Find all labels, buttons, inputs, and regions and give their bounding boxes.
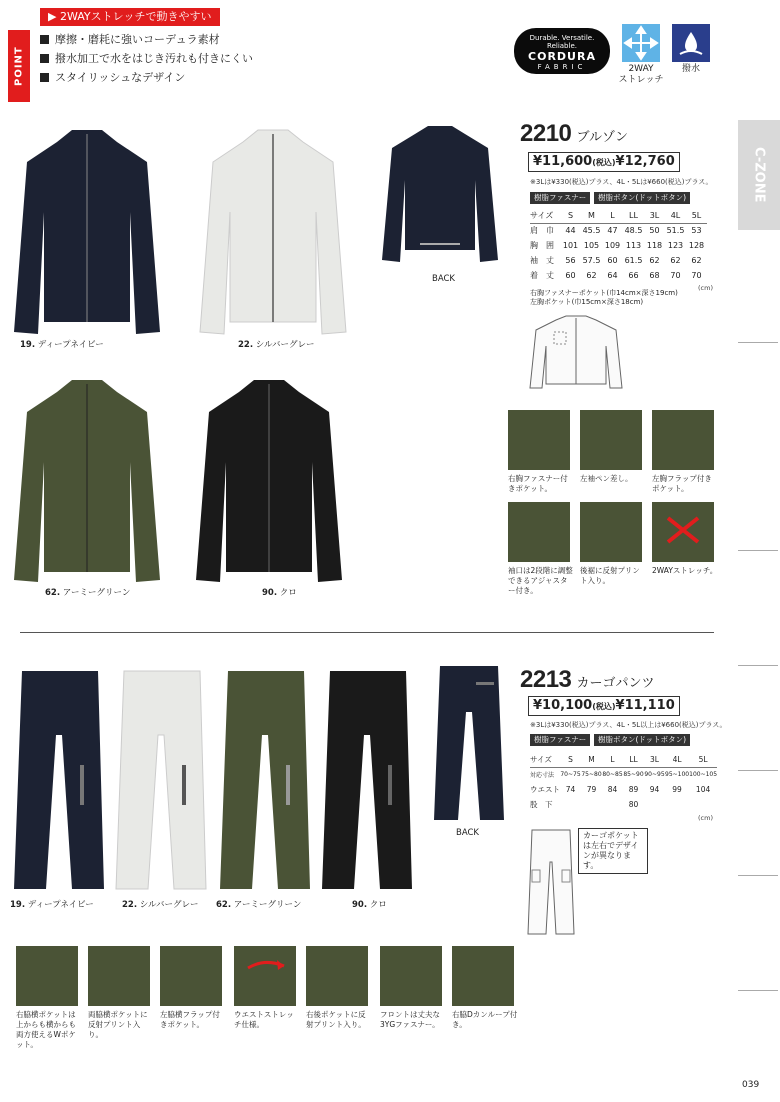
- pants-back-image: [432, 662, 508, 824]
- divider: [738, 990, 778, 991]
- detail-photo: [508, 410, 570, 470]
- detail-caption: 左胸フラップ付きポケット。: [652, 474, 712, 493]
- jacket-black-image: [194, 372, 344, 590]
- point-bullet: 撥水加工で水をはじき汚れも付きにくい: [40, 52, 253, 66]
- color-caption: 19. ディープネイビー: [10, 900, 94, 910]
- point-tab: POINT: [8, 30, 30, 102]
- jacket-navy-image: [12, 122, 162, 342]
- divider: [738, 665, 778, 666]
- detail-caption: 左脇横フラップ付きポケット。: [160, 1010, 220, 1029]
- detail-photo: [306, 946, 368, 1006]
- pants-title: 2213 カーゴパンツ: [520, 666, 655, 693]
- jacket-tag: 樹脂ファスナー: [530, 192, 590, 204]
- detail-photo: [580, 502, 642, 562]
- divider: [738, 342, 778, 343]
- detail-photo: [452, 946, 514, 1006]
- cordura-logo: Durable. Versatile. Reliable. CORDURA FABRIC: [514, 28, 610, 74]
- pocket-note: 右胸ファスナーポケット(巾14cm×深さ19cm): [530, 289, 678, 297]
- water-label: 撥水: [681, 64, 700, 74]
- jacket-back-image: [380, 120, 500, 270]
- pants-size-table: サイズ S M L LL 3L 4L 5L 対応寸法 70~75 75~80 80~85 85~90 90~95 95~100 100~105 ウエスト 74 79 84 89 94 99 104 股 下 80: [530, 752, 717, 812]
- jacket-size-table: サイズ S M L LL 3L 4L 5L 肩 巾 44 45.5 47 48.5 50 51.5 53 胸 囲 101 105 109 113 118 123 128 袖 丈 56 57.5 60 61.5 62 62 62 着 丈 60 62 64 66 68 70 70: [530, 208, 707, 283]
- detail-caption: 右脇Dカンループ付き。: [452, 1010, 518, 1029]
- detail-photo: [652, 502, 714, 562]
- detail-caption: 右後ポケットに反射プリント入り。: [306, 1010, 366, 1029]
- pants-black-image: [318, 665, 418, 895]
- pants-price: ¥10,100(税込)¥11,110: [528, 696, 680, 716]
- color-caption: 90. クロ: [352, 900, 387, 910]
- divider: [738, 770, 778, 771]
- water-repellent-icon: [672, 24, 710, 62]
- color-caption: 62. アーミーグリーン: [216, 900, 302, 910]
- divider: [738, 550, 778, 551]
- pocket-note: 左胸ポケット(巾15cm×深さ18cm): [530, 298, 644, 306]
- section-divider: [20, 632, 714, 633]
- detail-caption: 2WAYストレッチ。: [652, 566, 718, 575]
- detail-photo: [652, 410, 714, 470]
- back-label: BACK: [432, 274, 456, 284]
- jacket-flat-drawing: [526, 312, 626, 392]
- point-bullet: 摩擦・磨耗に強いコーデュラ素材: [40, 33, 220, 47]
- color-caption: 19. ディープネイビー: [20, 340, 104, 350]
- back-label: BACK: [456, 828, 480, 838]
- cargo-pocket-callout: カーゴポケットは左右でデザインが異なります。: [578, 828, 648, 874]
- jacket-title: 2210 ブルゾン: [520, 120, 628, 147]
- detail-photo: [88, 946, 150, 1006]
- stretch-label: 2WAY ストレッチ: [618, 64, 664, 85]
- stretch-arrow-icon: [234, 946, 296, 1006]
- jacket-price: ¥11,600(税込)¥12,760: [528, 152, 680, 172]
- detail-caption: 右脇横ポケットは上からも横からも両方使えるWポケット。: [16, 1010, 76, 1049]
- divider: [738, 875, 778, 876]
- detail-photo: [380, 946, 442, 1006]
- detail-photo: [580, 410, 642, 470]
- stretch-arrows-icon: [652, 502, 714, 562]
- stretch-icon: [622, 24, 660, 62]
- color-caption: 62. アーミーグリーン: [45, 588, 131, 598]
- jacket-green-image: [12, 372, 162, 590]
- pants-flat-drawing: [526, 826, 576, 938]
- category-side-tab: C-ZONE: [738, 120, 780, 230]
- point-headline: ▶ 2WAYストレッチで動きやすい: [40, 8, 220, 26]
- color-caption: 90. クロ: [262, 588, 297, 598]
- page-number: 039: [742, 1080, 760, 1090]
- pants-price-note: ※3Lは¥330(税込)プラス、4L・5L以上は¥660(税込)プラス。: [530, 721, 727, 729]
- detail-caption: 袖口は2段階に調整できるアジャスター付き。: [508, 566, 573, 595]
- detail-photo: [160, 946, 222, 1006]
- pants-navy-image: [10, 665, 110, 895]
- detail-photo: [16, 946, 78, 1006]
- jacket-price-note: ※3Lは¥330(税込)プラス、4L・5Lは¥660(税込)プラス。: [530, 178, 713, 186]
- color-caption: 22. シルバーグレー: [238, 340, 315, 350]
- detail-caption: ウエストストレッチ仕様。: [234, 1010, 294, 1029]
- jacket-silver-image: [198, 122, 348, 342]
- point-bullet: スタイリッシュなデザイン: [40, 71, 185, 85]
- detail-caption: 左袖ペン差し。: [580, 474, 633, 483]
- jacket-tag: 樹脂ボタン(ドットボタン): [594, 192, 690, 204]
- unit-label: (cm): [698, 814, 713, 822]
- color-caption: 22. シルバーグレー: [122, 900, 199, 910]
- detail-photo: [234, 946, 296, 1006]
- pants-green-image: [216, 665, 316, 895]
- detail-caption: 右胸ファスナー付きポケット。: [508, 474, 568, 493]
- detail-caption: 両脇横ポケットに反射プリント入り。: [88, 1010, 148, 1039]
- detail-caption: 後裾に反射プリント入り。: [580, 566, 640, 585]
- detail-caption: フロントは丈夫な3YGファスナー。: [380, 1010, 440, 1029]
- unit-label: (cm): [698, 284, 713, 292]
- pants-tag: 樹脂ボタン(ドットボタン): [594, 734, 690, 746]
- pants-tag: 樹脂ファスナー: [530, 734, 590, 746]
- pants-silver-image: [112, 665, 212, 895]
- detail-photo: [508, 502, 570, 562]
